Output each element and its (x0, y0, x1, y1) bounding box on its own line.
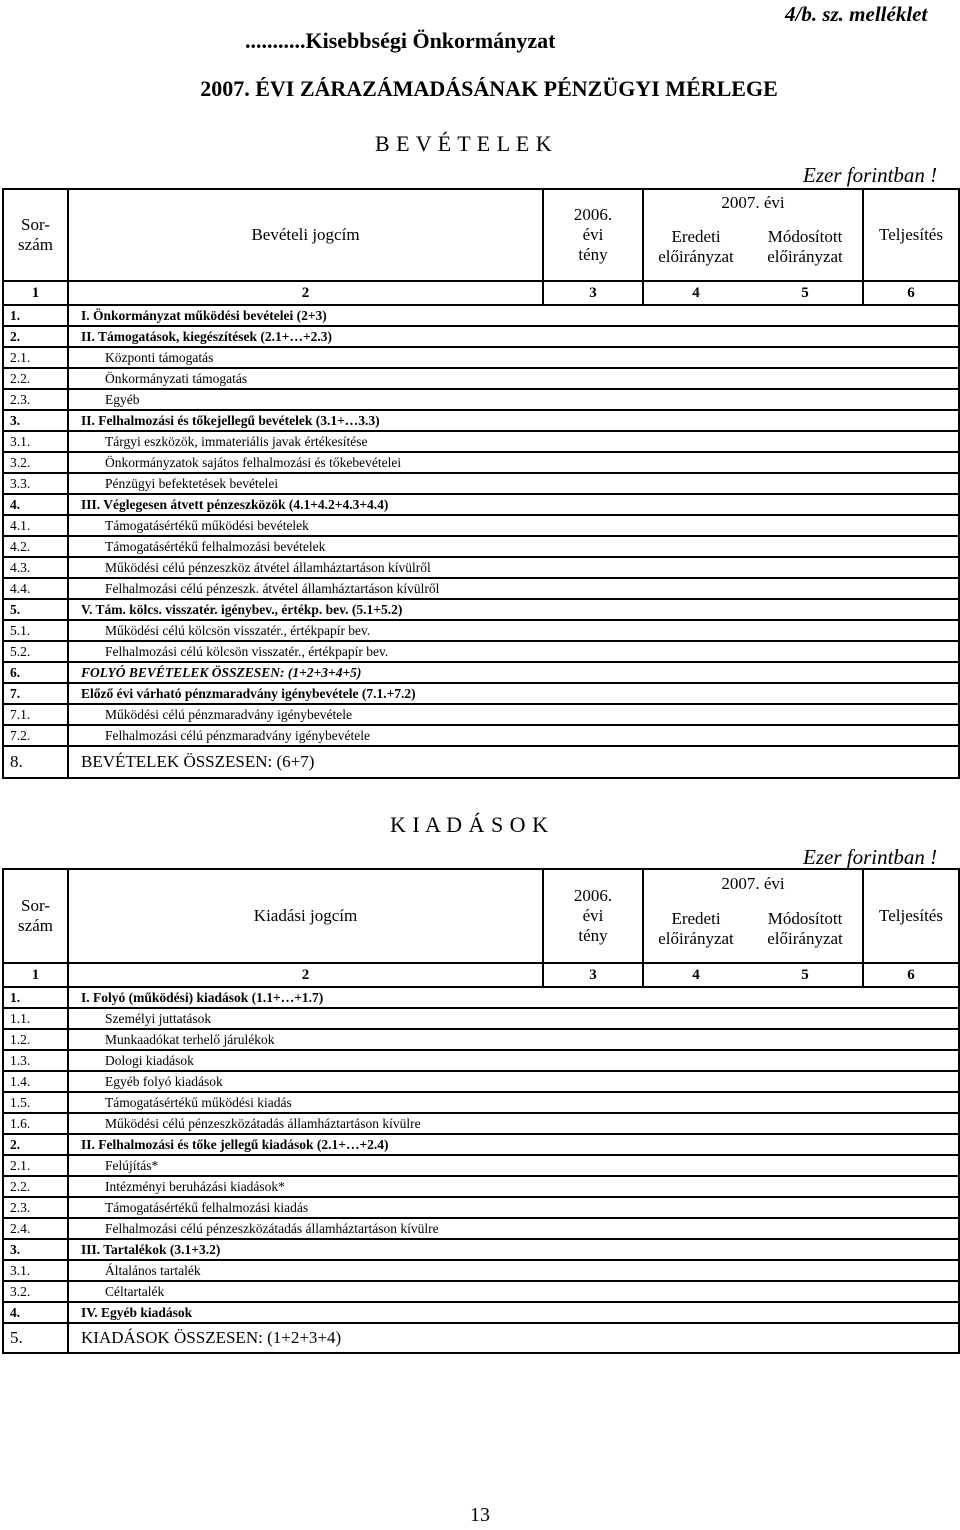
table-row (3, 641, 959, 662)
table-row (3, 1302, 959, 1323)
row-number: 4. (3, 494, 68, 515)
col-header-2007-group (643, 869, 863, 963)
table-row (3, 683, 959, 704)
row-label: Támogatásértékű működési bevételek (68, 515, 959, 536)
row-label: IV. Egyéb kiadások (68, 1302, 959, 1323)
row-number: 1.1. (3, 1008, 68, 1029)
row-number: 5.1. (3, 620, 68, 641)
col-number: 6 (863, 963, 959, 987)
row-label: Támogatásértékű felhalmozási kiadás (68, 1197, 959, 1218)
row-label: Munkaadókat terhelő járulékok (68, 1029, 959, 1050)
row-number: 2.3. (3, 389, 68, 410)
row-label: Felújítás* (68, 1155, 959, 1176)
table-row (3, 1029, 959, 1050)
table-row (3, 578, 959, 599)
row-number: 2. (3, 326, 68, 347)
table-row (3, 620, 959, 641)
row-label: Tárgyi eszközök, immateriális javak értékesítése (68, 431, 959, 452)
row-number: 2.3. (3, 1197, 68, 1218)
row-number: 3.3. (3, 473, 68, 494)
document-title: 2007. ÉVI ZÁRAZÁMADÁSÁNAK PÉNZÜGYI MÉRLEGE (200, 76, 778, 101)
table-row (3, 1155, 959, 1176)
expenses-unit: Ezer forintban ! (803, 845, 938, 869)
table-row (3, 746, 959, 778)
table-row (3, 1092, 959, 1113)
col-header-2007-group (643, 189, 863, 281)
row-number: 3. (3, 1239, 68, 1260)
row-label: Felhalmozási célú pénzeszk. átvétel államháztartáson kívülről (68, 578, 959, 599)
table-row (3, 1113, 959, 1134)
row-number: 2.2. (3, 368, 68, 389)
col-number: 1 (3, 963, 68, 987)
col-number: 2 (68, 963, 543, 987)
row-number: 2.4. (3, 1218, 68, 1239)
col-header-sorszam: Sor- szám (3, 869, 68, 963)
col-header-sorszam: Sor- szám (3, 189, 68, 281)
row-label: Önkormányzatok sajátos felhalmozási és tőkebevételei (68, 452, 959, 473)
col-number-pair (643, 281, 863, 305)
row-label: III. Tartalékok (3.1+3.2) (68, 1239, 959, 1260)
row-number: 5. (3, 599, 68, 620)
col-number: 5 (801, 284, 809, 301)
row-label: I. Folyó (működési) kiadások (1.1+…+1.7) (68, 987, 959, 1008)
row-number: 3.2. (3, 452, 68, 473)
row-label: Működési célú pénzeszközátadás államháztartáson kívülre (68, 1113, 959, 1134)
col-number: 3 (543, 281, 643, 305)
expenses-title: K I A D Á S O K (390, 812, 549, 837)
row-label: BEVÉTELEK ÖSSZESEN: (6+7) (68, 746, 959, 778)
col-header-2006: 2006. évi tény (543, 869, 643, 963)
page-number: 13 (470, 1504, 490, 1526)
row-label: I. Önkormányzat működési bevételei (2+3) (68, 305, 959, 326)
column-number-row (3, 963, 959, 987)
row-label: Személyi juttatások (68, 1008, 959, 1029)
row-number: 1.5. (3, 1092, 68, 1113)
row-label: II. Felhalmozási és tőke jellegű kiadások (2.1+…+2.4) (68, 1134, 959, 1155)
table-row (3, 305, 959, 326)
table-row (3, 431, 959, 452)
col-header-eredeti: Eredeti előirányzat (658, 909, 734, 948)
table-row (3, 1197, 959, 1218)
annex-label: 4/b. sz. melléklet (785, 2, 928, 26)
table-row (3, 473, 959, 494)
col-header-eredeti: Eredeti előirányzat (658, 227, 734, 266)
row-label: Egyéb (68, 389, 959, 410)
col-header-teljesites: Teljesítés (863, 869, 959, 963)
row-label: Támogatásértékű felhalmozási bevételek (68, 536, 959, 557)
row-label: Céltartalék (68, 1281, 959, 1302)
row-number: 1. (3, 987, 68, 1008)
row-label: KIADÁSOK ÖSSZESEN: (1+2+3+4) (68, 1323, 959, 1353)
col-header-2006: 2006. évi tény (543, 189, 643, 281)
row-number: 2.2. (3, 1176, 68, 1197)
col-header-jogcim: Kiadási jogcím (68, 869, 543, 963)
row-label: Működési célú pénzeszköz átvétel államháztartáson kívülről (68, 557, 959, 578)
col-header-modositott: Módosított előirányzat (767, 227, 843, 266)
table-row (3, 1260, 959, 1281)
row-label: Önkormányzati támogatás (68, 368, 959, 389)
row-label: Felhalmozási célú pénzmaradvány igénybevétele (68, 725, 959, 746)
row-number: 7.1. (3, 704, 68, 725)
col-number: 6 (863, 281, 959, 305)
col-header-modositott: Módosított előirányzat (767, 909, 843, 948)
table-row (3, 1239, 959, 1260)
row-label: II. Felhalmozási és tőkejellegű bevételek (3.1+…3.3) (68, 410, 959, 431)
row-label: Működési célú pénzmaradvány igénybevétele (68, 704, 959, 725)
table-row (3, 1134, 959, 1155)
col-header-2007: 2007. évi (721, 874, 785, 893)
table-row (3, 1050, 959, 1071)
revenues-table (2, 188, 960, 779)
table-row (3, 557, 959, 578)
row-label: FOLYÓ BEVÉTELEK ÖSSZESEN: (1+2+3+4+5) (68, 662, 959, 683)
row-label: Felhalmozási célú pénzeszközátadás államháztartáson kívülre (68, 1218, 959, 1239)
col-number: 4 (692, 284, 700, 301)
row-number: 2.1. (3, 347, 68, 368)
col-header-teljesites: Teljesítés (863, 189, 959, 281)
table-row (3, 1071, 959, 1092)
table-row (3, 494, 959, 515)
row-number: 1.2. (3, 1029, 68, 1050)
col-number-pair (643, 963, 863, 987)
row-number: 2.1. (3, 1155, 68, 1176)
table-row (3, 1008, 959, 1029)
column-number-row (3, 281, 959, 305)
table-row (3, 1176, 959, 1197)
table-row (3, 452, 959, 473)
table-row (3, 347, 959, 368)
row-number: 2. (3, 1134, 68, 1155)
col-header-jogcim: Bevételi jogcím (68, 189, 543, 281)
row-label: Pénzügyi befektetések bevételei (68, 473, 959, 494)
col-number: 1 (3, 281, 68, 305)
table-row (3, 1218, 959, 1239)
col-number: 4 (692, 966, 700, 983)
row-label: Központi támogatás (68, 347, 959, 368)
row-number: 4.2. (3, 536, 68, 557)
col-number: 5 (801, 966, 809, 983)
row-number: 7. (3, 683, 68, 704)
row-label: V. Tám. kölcs. visszatér. igénybev., értékp. bev. (5.1+5.2) (68, 599, 959, 620)
row-number: 3.1. (3, 1260, 68, 1281)
row-label: II. Támogatások, kiegészítések (2.1+…+2.3) (68, 326, 959, 347)
row-number: 4. (3, 1302, 68, 1323)
table-row (3, 987, 959, 1008)
municipality-name: ...........Kisebbségi Önkormányzat (245, 28, 556, 53)
row-label: Felhalmozási célú kölcsön visszatér., értékpapír bev. (68, 641, 959, 662)
row-number: 3.2. (3, 1281, 68, 1302)
row-number: 1.4. (3, 1071, 68, 1092)
row-number: 7.2. (3, 725, 68, 746)
table-row (3, 704, 959, 725)
table-row (3, 410, 959, 431)
row-label: Általános tartalék (68, 1260, 959, 1281)
col-header-2007: 2007. évi (721, 193, 785, 212)
row-number: 3. (3, 410, 68, 431)
col-number: 3 (543, 963, 643, 987)
table-row (3, 368, 959, 389)
row-label: III. Véglegesen átvett pénzeszközök (4.1+4.2+4.3+4.4) (68, 494, 959, 515)
row-number: 5.2. (3, 641, 68, 662)
row-label: Működési célú kölcsön visszatér., értékpapír bev. (68, 620, 959, 641)
table-row (3, 1281, 959, 1302)
row-number: 1.6. (3, 1113, 68, 1134)
row-label: Dologi kiadások (68, 1050, 959, 1071)
row-number: 4.3. (3, 557, 68, 578)
expenses-table (2, 868, 960, 1354)
row-number: 6. (3, 662, 68, 683)
revenues-unit: Ezer forintban ! (803, 163, 938, 187)
row-number: 4.1. (3, 515, 68, 536)
table-row (3, 536, 959, 557)
table-row (3, 599, 959, 620)
table-row (3, 1323, 959, 1353)
row-number: 5. (3, 1323, 68, 1353)
table-row (3, 662, 959, 683)
table-row (3, 725, 959, 746)
row-number: 3.1. (3, 431, 68, 452)
row-number: 8. (3, 746, 68, 778)
row-label: Egyéb folyó kiadások (68, 1071, 959, 1092)
revenues-title: B E V É T E L E K (375, 131, 553, 156)
col-number: 2 (68, 281, 543, 305)
row-number: 4.4. (3, 578, 68, 599)
row-label: Előző évi várható pénzmaradvány igénybevétele (7.1.+7.2) (68, 683, 959, 704)
table-row (3, 389, 959, 410)
row-number: 1. (3, 305, 68, 326)
row-label: Támogatásértékű működési kiadás (68, 1092, 959, 1113)
table-row (3, 326, 959, 347)
table-row (3, 515, 959, 536)
row-number: 1.3. (3, 1050, 68, 1071)
row-label: Intézményi beruházási kiadások* (68, 1176, 959, 1197)
